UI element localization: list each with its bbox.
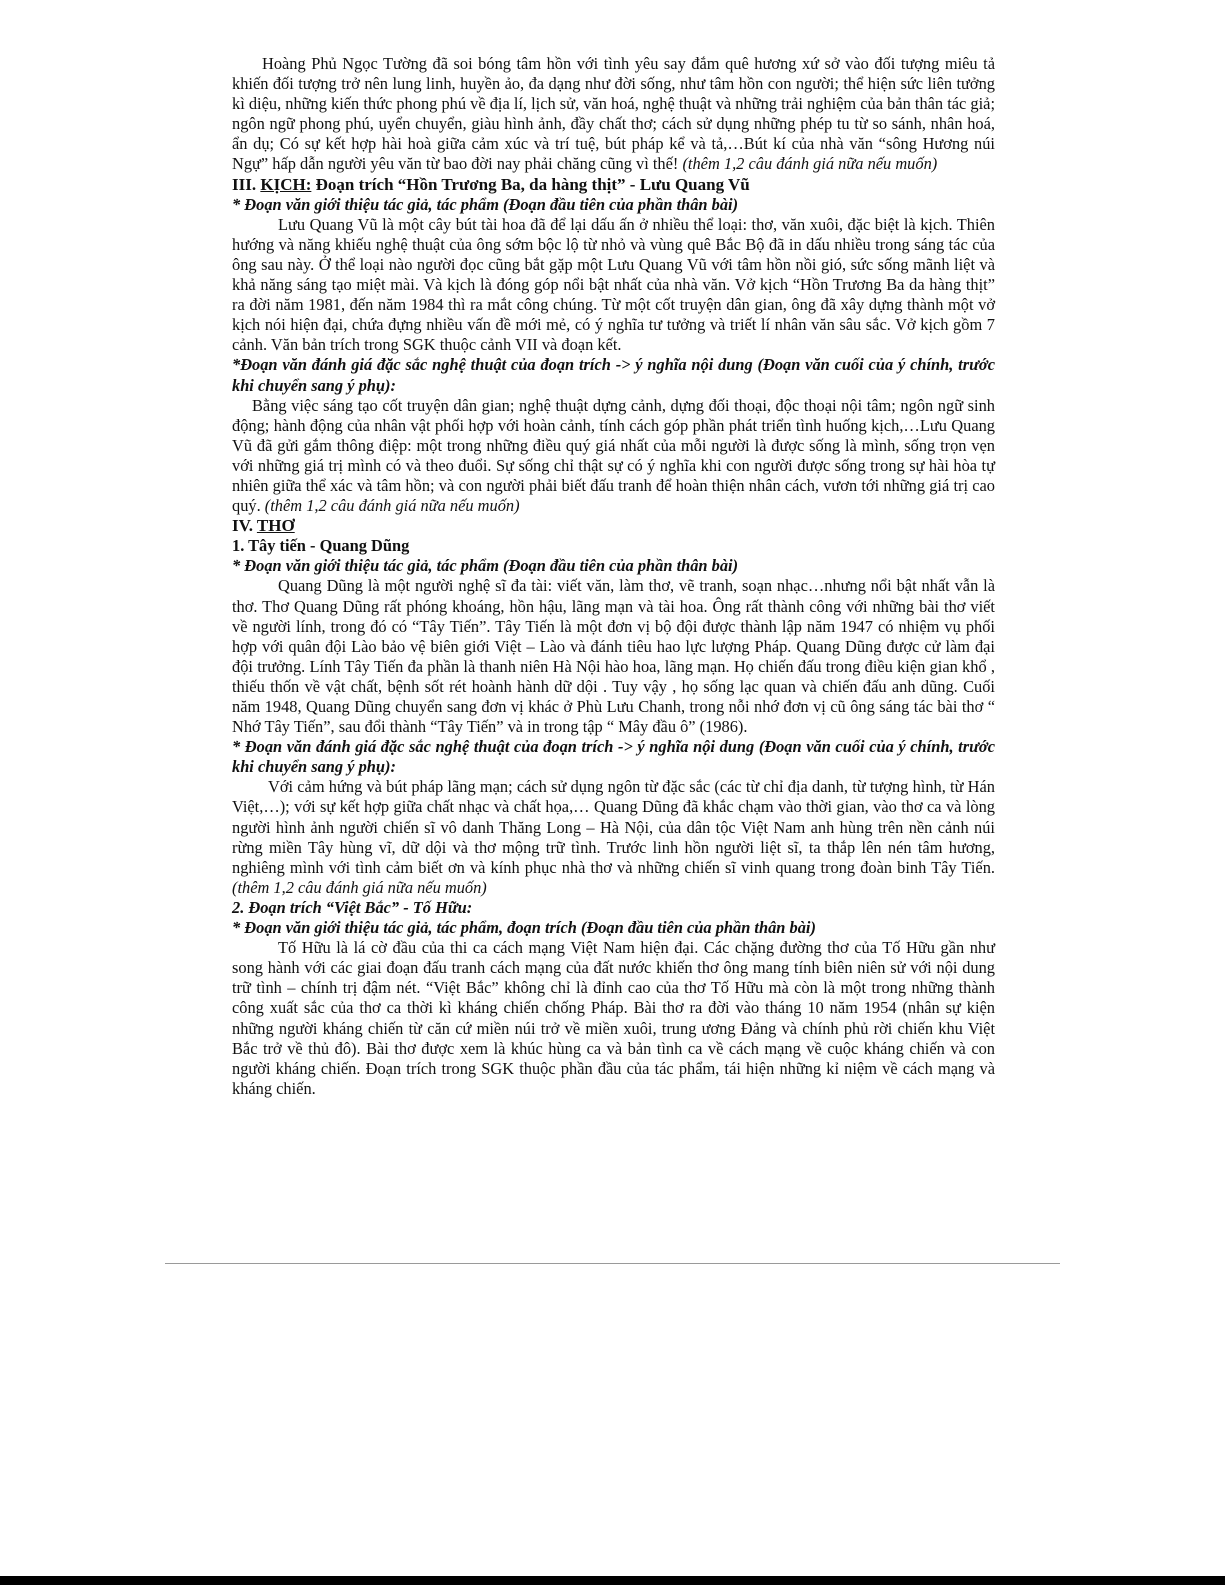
paragraph-note: (thêm 1,2 câu đánh giá nữa nếu muốn) [264, 496, 520, 516]
subheading-intro-author: * Đoạn văn giới thiệu tác giả, tác phẩm (Đoạn đầu tiên của phần thân bài) [232, 556, 739, 576]
intro-paragraph [232, 54, 995, 175]
section-genre: KỊCH: [260, 174, 312, 194]
bottom-edge-bar [0, 1576, 1225, 1585]
section-heading-poetry [232, 516, 995, 536]
page-divider [165, 1263, 1060, 1264]
subheading-art-evaluation: * Đoạn văn đánh giá đặc sắc nghệ thuật của đoạn trích -> ý nghĩa nội dung (Đoạn văn cuối của ý chính, trước khi chuyển sang ý phụ): [232, 737, 995, 777]
intro-text: Hoàng Phủ Ngọc Tường đã soi bóng tâm hồn với tình yêu say đắm quê hương xứ sở vào đối tượng miêu tả khiến đối tượng trở nên lung linh, huyền ảo, đa dạng như đời sống, như tâm hồn con người; thể hiện sức liên tưởng kì diệu, những kiến thức phong phú về địa lí, lịch sử, văn hoá, nghệ thuật và những trải nghiệm của bản thân tác giả; ngôn ngữ phong phú, uyển chuyển, giàu hình ảnh, đầy chất thơ; cách sử dụng những phép tu từ so sánh, nhân hoá, ẩn dụ; Có sự kết hợp hài hoà giữa cảm xúc và trí tuệ, bút pháp kể và tả,…Bút kí của nhà văn “sông Hương núi Ngự” hấp dẫn người yêu văn từ bao đời nay phải chăng cũng vì thế! [232, 54, 995, 174]
paragraph-art-evaluation [232, 396, 995, 517]
item-title-viet-bac: 2. Đoạn trích “Việt Bắc” - Tố Hữu: [232, 897, 473, 917]
section-genre: THƠ [256, 516, 295, 536]
paragraph-author-intro: Tố Hữu là lá cờ đầu của thi ca cách mạng Việt Nam hiện đại. Các chặng đường thơ của Tố Hữu gần như song hành với các giai đoạn đấu tranh cách mạng của đất nước khiến thơ ông mang tính biên niên sử với nội dung trữ tình – chính trị đậm nét. “Việt Bắc” không chỉ là đỉnh cao của thơ Tố Hữu mà còn là một trong những thành công xuất sắc của thơ ca thời kì kháng chiến chống Pháp. Bài thơ ra đời vào tháng 10 năm 1954 (nhân sự kiện những người kháng chiến từ căn cứ miền núi trở về miền xuôi, trung ương Đảng và chính phủ rời chiến khu Việt Bắc trở về thủ đô). Bài thơ được xem là khúc hùng ca và bản tình ca về cách mạng về cuộc kháng chiến và con người kháng chiến. Đoạn trích trong SGK thuộc phần đầu của tác phẩm, tái hiện những kỉ niệm về cách mạng và kháng chiến. [232, 938, 995, 1098]
paragraph-text: Bằng việc sáng tạo cốt truyện dân gian; nghệ thuật dựng cảnh, dựng đối thoại, độc thoại nội tâm; ngôn ngữ sinh động; hành động của nhân vật phối hợp với hoàn cảnh, tính cách góp phần phát triển tình huống kịch,…Lưu Quang Vũ đã gửi gắm thông điệp: một trong những điều quý giá nhất của mỗi người là được sống là mình, sống trọn vẹn với những giá trị mình có và theo đuổi. Sự sống chỉ thật sự có ý nghĩa khi con người được sống trong sự hài hòa tự nhiên giữa thể xác và tâm hồn; và con người phải biết đấu tranh để hoàn thiện nhân cách, vươn tới những giá trị cao quý. [232, 395, 995, 516]
document-page [232, 54, 995, 1099]
section-title: Đoạn trích “Hồn Trương Ba, da hàng thịt” - Lưu Quang Vũ [311, 174, 750, 194]
paragraph-note: (thêm 1,2 câu đánh giá nữa nếu muốn) [232, 877, 487, 897]
section-number: III. [232, 174, 257, 194]
subheading-intro-author: * Đoạn văn giới thiệu tác giả, tác phẩm (Đoạn đầu tiên của phần thân bài) [232, 194, 739, 214]
paragraph-author-intro: Quang Dũng là một người nghệ sĩ đa tài: viết văn, làm thơ, vẽ tranh, soạn nhạc…nhưng nổi bật nhất vẫn là thơ. Thơ Quang Dũng rất phóng khoáng, hồn hậu, lãng mạn và tài hoa. Ông rất thành công với những bài thơ viết về người lính, trong đó có “Tây Tiến”. Tây Tiến là một đơn vị bộ đội được thành lập năm 1947 có nhiệm vụ phối hợp với quân đội Lào bảo vệ biên giới Việt – Lào và đánh tiêu hao lực lượng Pháp. Quang Dũng được cử làm đại đội trưởng. Lính Tây Tiến đa phần là thanh niên Hà Nội hào hoa, lãng mạn. Họ chiến đấu trong điều kiện gian khổ , thiếu thốn về vật chất, bệnh sốt rét hoành hành dữ dội . Tuy vậy , họ sống lạc quan và chiến đấu anh dũng. Cuối năm 1948, Quang Dũng chuyển sang đơn vị khác ở Phù Lưu Chanh, trong nỗi nhớ đơn vị cũ ông sáng tác bài thơ “ Nhớ Tây Tiến”, sau đổi thành “Tây Tiến” và in trong tập “ Mây đầu ô” (1986). [232, 576, 995, 737]
subheading-intro-author: * Đoạn văn giới thiệu tác giả, tác phẩm, đoạn trích (Đoạn đầu tiên của phần thân bài) [232, 918, 816, 938]
section-number: IV. [232, 516, 253, 536]
subheading-art-evaluation: *Đoạn văn đánh giá đặc sắc nghệ thuật của đoạn trích -> ý nghĩa nội dung (Đoạn văn cuối của ý chính, trước khi chuyển sang ý phụ): [232, 355, 995, 395]
paragraph-text: Với cảm hứng và bút pháp lãng mạn; cách sử dụng ngôn từ đặc sắc (các từ chỉ địa danh, từ tượng hình, từ Hán Việt,…); với sự kết hợp giữa chất nhạc và chất họa,… Quang Dũng đã khắc chạm vào thời gian, vào thơ ca và lòng người hình ảnh người chiến sĩ vô danh Thăng Long – Hà Nội, của dân tộc Việt Nam anh hùng trên nền cảnh núi rừng miền Tây hùng vĩ, dữ dội và thơ mộng trữ tình. Trước linh hồn người liệt sĩ, ta thắp lên nén tâm hương, nghiêng mình với tình cảm biết ơn và kính phục nhà thơ và những chiến sĩ vinh quang trong đoàn binh Tây Tiến. [232, 777, 995, 877]
item-title-text: 1. Tây tiến - Quang Dũng [232, 536, 410, 556]
intro-note: (thêm 1,2 câu đánh giá nữa nếu muốn) [682, 154, 938, 174]
paragraph-author-intro: Lưu Quang Vũ là một cây bút tài hoa đã để lại dấu ấn ở nhiều thể loại: thơ, văn xuôi, đặc biệt là kịch. Thiên hướng và năng khiếu nghệ thuật của ông sớm bộc lộ từ nhỏ và vùng quê Bắc Bộ đã in dấu nhiều trong sáng tác của ông sau này. Ở thể loại nào người đọc cũng bắt gặp một Lưu Quang Vũ với tâm hồn nồi gió, sức sống mãnh liệt và khả năng sáng tạo miệt mài. Và kịch là đóng góp nổi bật nhất của nhà văn. Vở kịch “Hồn Trương Ba da hàng thịt” ra đời năm 1981, đến năm 1984 thì ra mắt công chúng. Từ một cốt truyện dân gian, ông đã xây dựng thành một vở kịch nói hiện đại, chứa đựng nhiều vấn đề mới mẻ, có ý nghĩa tư tưởng và triết lí nhân văn sâu sắc. Vở kịch gồm 7 cảnh. Văn bản trích trong SGK thuộc cảnh VII và đoạn kết. [232, 214, 995, 355]
paragraph-art-evaluation [232, 777, 995, 898]
item-title-tay-tien [232, 536, 995, 556]
section-heading-drama [232, 175, 995, 195]
